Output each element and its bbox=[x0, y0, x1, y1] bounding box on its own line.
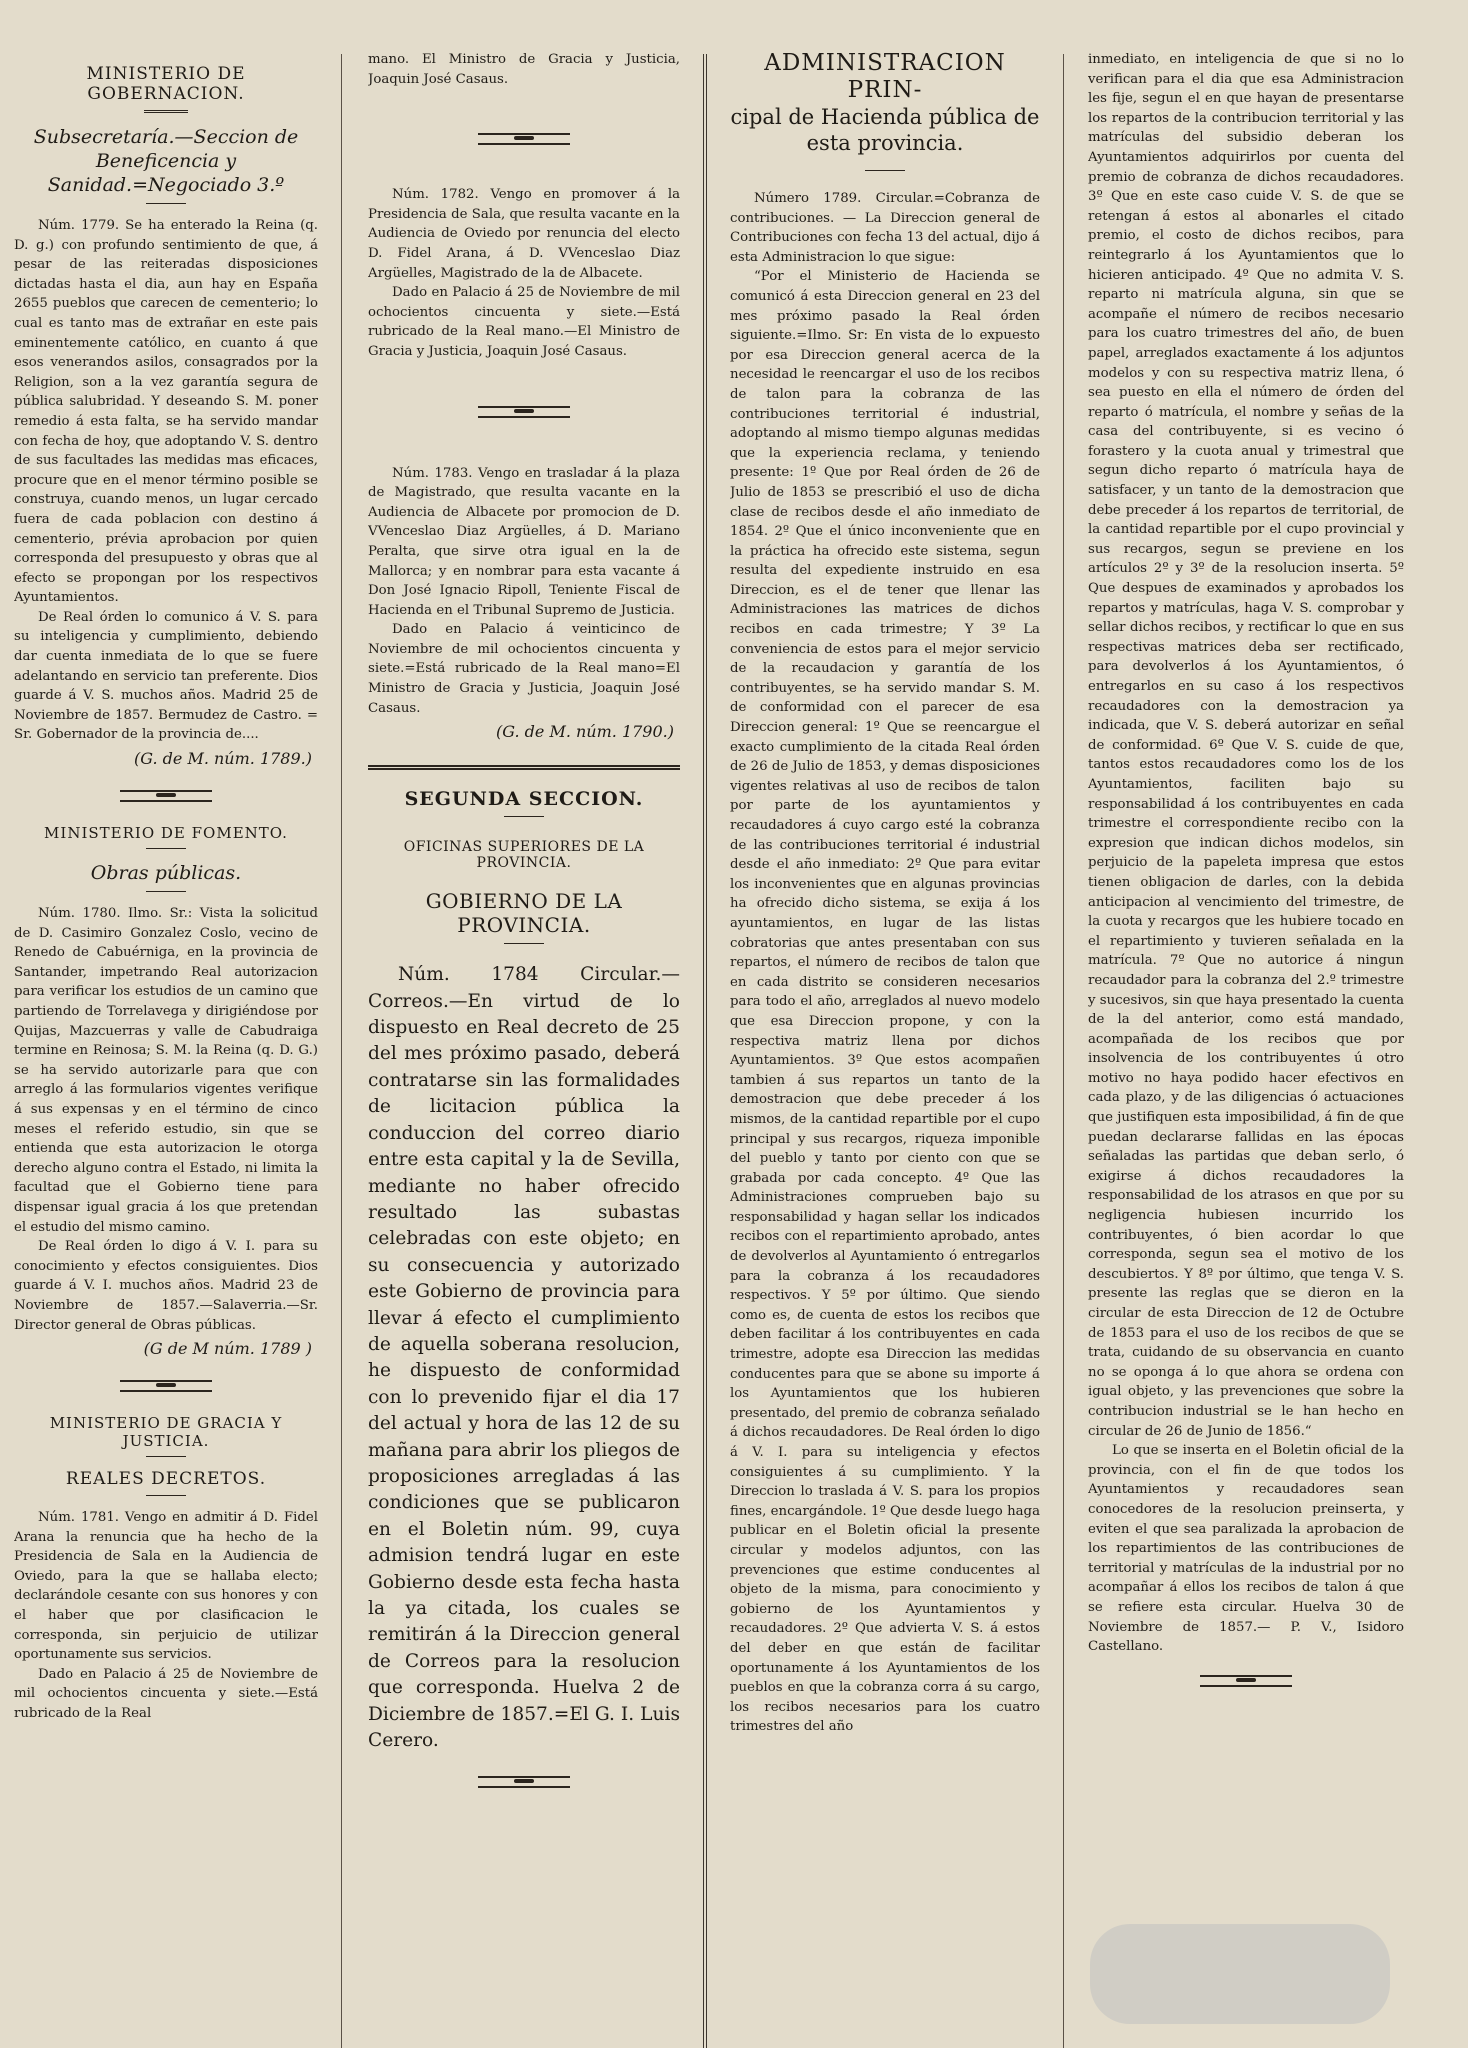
article-paragraph: inmediato, en inteligencia de que si no lo verifican para el dia que esa Administracion les fije, segun el en que hayan de presentarse los repartos de la contribucion territorial y las matrículas del subsidio deberan los Ayuntamientos adquirirlos por cuenta del premio de cobranza de dichos recaudadores. 3º Que en este caso cuide V. S. de que se retengan á estos al abonarles el citado premio, el costo de dichos recibos, para reintegrarlo á los Ayuntamientos que lo hicieren anticipado. 4º Que no admita V. S. reparto ni matrícula alguna, sin que se acompañe el número de recibos necesario para los cuatro trimestres del año, de buen papel, arreglados exactamente á los adjuntos modelos y con su respectiva matriz llena, ó sea puesto en ella el número de órden del reparto ó matrícula, el nombre y señas de la casa del contribuyente, si es vecino ó forastero y la cuota anual y trimestral que segun dicho reparto ó matrícula haya de satisfacer, y un tanto de la demostracion que debe preceder á los repartos de territorial, de la cantidad repartible por el cupo provincial y sus recargos, segun se previene en los artículos 2º y 3º de la resolucion inserta. 5º Que despues de examinados y aprobados los repartos y matrículas, haga V. S. comprobar y sellar dichos recibos, y rectificar lo que en sus respectivas matrices deba ser rectificado, para devolverlos á los Ayuntamientos, ó entregarlos en su caso á los respectivos recaudadores con la demostracion ya indicada, que V. S. deberá autorizar en señal de conformidad. 6º Que V. S. cuide de que, tantos estos recaudadores como los de los Ayuntamientos, faciliten bajo su responsabilidad á los contribuyentes en cada trimestre el correspondiente recibo con la expresion que indican dichos modelos, sin perjuicio de la papeleta impresa que estos tienen obligacion de darles, con la debida anticipacion al vencimiento del trimestre, de la cuota y recargos que les hubiere tocado en el repartimiento y tuvieren señalada en la matrícula. 7º Que no autorice á ningun recaudador para la cobranza del 2.º trimestre y sucesivos, sin que haya presentado la cuenta de la del anterior, como está mandado, acompañada de los recibos que por insolvencia de los contribuyentes ú otro motivo no haya podido hacer efectivos en cada plazo, y de las diligencias ó actuaciones que justifiquen esta imposibilidad, á fin de que puedan declararse fallidas en las épocas señaladas las partidas que deban serlo, ó exigirse á dichos recaudadores la responsabilidad de los atrasos en que por su negligencia hubiesen incurrido los contribuyentes, ó bien acordar lo que corresponda, segun sea el motivo de los descubiertos. Y 8º por último, que tenga V. S. presente las reglas que se dieron en la circular de esta Direccion de 12 de Octubre de 1853 para el uso de los recibos de que se trata, cuidando de su observancia en cuanto no se oponga á lo que ahora se ordena con igual objeto, y las prevenciones que sobre la contribucion industrial se le han hecho en circular de 26 de Junio de 1856.“ bbox=[1088, 52, 1404, 1439]
divider bbox=[504, 816, 544, 817]
divider bbox=[146, 1495, 186, 1496]
column-2 bbox=[368, 50, 680, 2048]
ornament-divider bbox=[478, 406, 570, 418]
column-rule bbox=[1063, 54, 1064, 2048]
divider bbox=[144, 110, 188, 113]
article-paragraph: Número 1789. Circular.=Cobranza de contribuciones. — La Direccion general de Contribuciones con fecha 13 del actual, dijo á esta Administracion lo que sigue: bbox=[730, 191, 1040, 265]
ornament-divider bbox=[478, 1776, 570, 1788]
ornament-divider bbox=[120, 1380, 212, 1392]
column-1 bbox=[14, 50, 318, 2048]
library-stamp bbox=[1090, 1924, 1390, 2024]
subsection-title: OFICINAS SUPERIORES DE LA PROVINCIA. bbox=[403, 839, 645, 872]
source-citation: (G. de M. núm. 1789.) bbox=[134, 749, 312, 769]
ornament-divider bbox=[478, 133, 570, 145]
article-paragraph: Núm. 1779. Se ha enterado la Reina (q. D. g.) con profundo sentimiento de que, á pesar de las reiteradas disposiciones dictadas hasta el dia, aun hay en España 2655 pueblos que carecen de cementerio; lo cual es tanto mas de extrañar en este pais eminentemente católico, en cuanto á que esos venerandos asilos, consagrados por la Religion, son a la vez garantía segura de pública salubridad. Y deseando S. M. poner remedio á esta falta, se ha servido mandar con fecha de hoy, que adoptando V. S. dentro de sus facultades las medidas mas eficaces, procure que en el menor término posible se construya, cuando menos, un lugar cercado fuera de cada poblacion con destino á cementerio, prévia aprobacion por quien corresponda del presupuesto y obras que al efecto se propongan por los respectivos Ayuntamientos. bbox=[14, 218, 318, 606]
notice-title: ADMINISTRACION PRIN- bbox=[764, 50, 1006, 103]
article-paragraph: Lo que se inserta en el Boletin oficial de la provincia, con el fin de que todos los Ayuntamientos y recaudadores sean conocedores de la resolucion preinserta, y eviten el que sea paralizada la aprobacion de los repartimientos de las contribuciones de territorial y matrículas de la industrial por no acompañar á ellos los recibos de talon á que se refiere esta circular. Huelva 30 de Noviembre de 1857.— P. V., Isidoro Castellano. bbox=[1088, 1443, 1404, 1655]
section-rule bbox=[368, 765, 680, 770]
divider bbox=[504, 943, 544, 944]
column-4 bbox=[1088, 50, 1404, 2048]
divider bbox=[146, 203, 186, 204]
article-paragraph: Dado en Palacio á veinticinco de Noviembre de mil ochocientos cincuenta y siete.=Está rubricado de la Real mano=El Ministro de Gracia y Justicia, Joaquin José Casaus. bbox=[368, 622, 680, 716]
source-citation: (G de M núm. 1789 ) bbox=[143, 1339, 312, 1359]
article-paragraph: Núm. 1782. Vengo en promover á la Presidencia de Sala, que resulta vacante en la Audiencia de Oviedo por renuncia del electo D. Fidel Arana, á D. VVenceslao Diaz Argüelles, Magistrado de la de Albacete. bbox=[368, 187, 680, 281]
section-heading: Obras públicas. bbox=[90, 862, 242, 885]
article-paragraph: Dado en Palacio á 25 de Noviembre de mil ochocientos cincuenta y siete.—Está rubricado de la Real mano.—El Ministro de Gracia y Justicia, Joaquin José Casaus. bbox=[368, 285, 680, 359]
ornament-divider bbox=[120, 790, 212, 802]
subsection-title: GOBIERNO DE LA PROVINCIA. bbox=[425, 889, 623, 938]
notice-subtitle: cipal de Hacienda pública de esta provincia. bbox=[730, 105, 1040, 155]
ministry-heading: MINISTERIO DE GRACIA Y JUSTICIA. bbox=[49, 1414, 283, 1451]
column-rule-double bbox=[703, 54, 707, 2048]
article-paragraph: Núm. 1784 Circular.—Correos.—En virtud de lo dispuesto en Real decreto de 25 del mes próximo pasado, deberá contratarse sin las formalidades de licitacion pública la conduccion del correo diario entre esta capital y la de Sevilla, mediante no haber ofrecido resultado las subastas celebradas con este objeto; en su consecuencia y autorizado este Gobierno de provincia para llevar á efecto el cumplimiento de aquella soberana resolucion, he dispuesto de conformidad con lo prevenido fijar el dia 17 del actual y hora de las 12 de su mañana para abrir los pliegos de proposiciones arregladas á las condiciones que se publicaron en el Boletin núm. 99, cuya admision tendrá lugar en este Gobierno desde esta fecha hasta la ya citada, los cuales se remitirán á la Direccion general de Correos para la resolucion que corresponda. Huelva 2 de Diciembre de 1857.=El G. I. Luis Cerero. bbox=[368, 964, 680, 1752]
article-paragraph: De Real órden lo digo á V. I. para su conocimiento y efectos consiguientes. Dios guarde á V. I. muchos años. Madrid 23 de Noviembre de 1857.—Salaverria.—Sr. Director general de Obras públicas. bbox=[14, 1239, 318, 1333]
section-title: SEGUNDA SECCION. bbox=[404, 788, 644, 811]
column-3 bbox=[730, 50, 1040, 2048]
ministry-heading: MINISTERIO DE FOMENTO. bbox=[44, 824, 288, 843]
section-heading: REALES DECRETOS. bbox=[65, 1469, 267, 1490]
article-paragraph: Núm. 1780. Ilmo. Sr.: Vista la solicitud de D. Casimiro Gonzalez Coslo, vecino de Renedo de Cabuérniga, en la provincia de Santander, impetrando Real autorizacion para verificar los estudios de un camino que partiendo de Torrelavega y dirigiéndose por Quijas, Mazcuerras y valle de Cabudraiga termine en Reinosa; S. M. la Reina (q. D. G.) se ha servido autorizarle para que con arreglo á las formularios vigentes verifique á sus expensas y en el término de cinco meses el referido estudio, sin que se entienda que esta autorizacion le otorga derecho alguno contra el Estado, ni limita la facultad que el Gobierno tiene para dispensar igual gracia á los que pretendan el estudio del mismo camino. bbox=[14, 906, 318, 1235]
divider bbox=[146, 1456, 186, 1457]
ornament-divider bbox=[1200, 1675, 1292, 1687]
ministry-heading: MINISTERIO DE GOBERNACION. bbox=[86, 64, 246, 104]
divider bbox=[146, 891, 186, 892]
article-paragraph: “Por el Ministerio de Hacienda se comunicó á esta Direccion general en 23 del mes próximo pasado la Real órden siguiente.=Ilmo. Sr: En vista de lo expuesto por esa Direccion general acerca de la necesidad le reencargar el uso de los recibos de talon para la cobranza de las contribuciones territorial é industrial, adoptando al mismo tiempo algunas medidas que la experiencia reclama, y teniendo presente: 1º Que por Real órden de 26 de Julio de 1853 se prescribió el uso de dicha clase de recibos desde el año inmediato de 1854. 2º Que el único inconveniente que en la práctica ha ofrecido este sistema, segun resulta del expediente instruido en esa Direccion, es el de tener que llenar las Administraciones las matrices de dichos recibos en cada trimestre; Y 3º La conveniencia de estos para el mejor servicio de la recaudacion y garantía de los contribuyentes, se ha servido mandar S. M. de conformidad con el parecer de esa Direccion general: 1º Que se reencargue el exacto cumplimiento de la citada Real órden de 26 de Julio de 1853, y demas disposiciones vigentes relativas al uso de recibos de talon por parte de los ayuntamientos y recaudadores á cuyo cargo esté la cobranza de las contribuciones territorial é industrial desde el año inmediato: 2º Que para evitar los inconvenientes que en algunas provincias ha ofrecido dicho sistema, se exija á los ayuntamientos, en lugar de las listas cobratorias que antes presentaban con sus repartos, el número de recibos de talon que en cada distrito se consideren necesarios para todo el año, arreglados al nuevo modelo que esa Direccion propone, y con la respectiva matriz llena por dichos Ayuntamientos. 3º Que estos acompañen tambien á sus repartos un tanto de la demostracion que debe preceder á los mismos, de la cantidad repartible por el cupo principal y sus recargos, riqueza imponible del pueblo y tanto por ciento con que se grabada por cada concepto. 4º Que las Administraciones comprueben bajo su responsabilidad y hagan sellar los indicados recibos con el repartimiento aprobado, antes de devolverlos al Ayuntamiento ó entregarlos para la cobranza á los recaudadores respectivos. Y 5º por último. Que siendo como es, de cuenta de estos los recibos que deben facilitar á los contribuyentes en cada trimestre, adopte esa Direccion las medidas conducentes para que se abone su importe á los Ayuntamientos que los hubieren presentado, del premio de cobranza señalado á dichos recaudadores. De Real órden lo digo á V. I. para su inteligencia y efectos consiguientes á su cumplimiento. Y la Direccion lo traslada á V. S. para los propios fines, encargándole. 1º Que desde luego haga publicar en el Boletin oficial la presente circular y modelos adjuntos, con las prevenciones que estime conducentes al objeto de la misma, para conocimiento y gobierno de los Ayuntamientos y recaudadores. 2º Que advierta V. S. á estos del deber en que están de facilitar oportunamente á los Ayuntamientos de los pueblos en que la cobranza corra á su cargo, los recibos necesarios para los cuatro trimestres del año bbox=[730, 269, 1040, 1735]
divider bbox=[865, 170, 905, 171]
article-paragraph: Dado en Palacio á 25 de Noviembre de mil ochocientos cincuenta y siete.—Está rubricado de la Real bbox=[14, 1666, 318, 1722]
source-citation: (G. de M. núm. 1790.) bbox=[496, 722, 674, 742]
article-paragraph: Núm. 1783. Vengo en trasladar á la plaza de Magistrado, que resulta vacante en la Audiencia de Albacete por promocion de D. VVenceslao Diaz Argüelles, á D. Mariano Peralta, que sirve otra igual en la de Mallorca; y en nombrar para esta vacante á Don José Ignacio Ripoll, Teniente Fiscal de Hacienda en el Tribunal Supremo de Justicia. bbox=[368, 465, 680, 618]
article-paragraph: mano. El Ministro de Gracia y Justicia, Joaquin José Casaus. bbox=[368, 52, 680, 87]
divider bbox=[146, 848, 186, 849]
column-rule bbox=[341, 54, 342, 2048]
article-paragraph: Núm. 1781. Vengo en admitir á D. Fidel Arana la renuncia que ha hecho de la Presidencia de Sala en la Audiencia de Oviedo, para la que se hallaba electo; declarándole cesante con sus honores y con el haber que por clasificacion le corresponda, sin perjuicio de utilizar oportunamente sus servicios. bbox=[14, 1510, 318, 1663]
section-heading: Subsecretaría.—Seccion de Beneficencia y Sanidad.=Negociado 3.º bbox=[33, 126, 299, 196]
article-paragraph: De Real órden lo comunico á V. S. para su inteligencia y cumplimiento, debiendo dar cuenta inmediata de lo que se fuere adelantando en servicio tan preferente. Dios guarde á V. S. muchos años. Madrid 25 de Noviembre de 1857. Bermudez de Castro. = Sr. Gobernador de la provincia de.... bbox=[14, 609, 318, 743]
